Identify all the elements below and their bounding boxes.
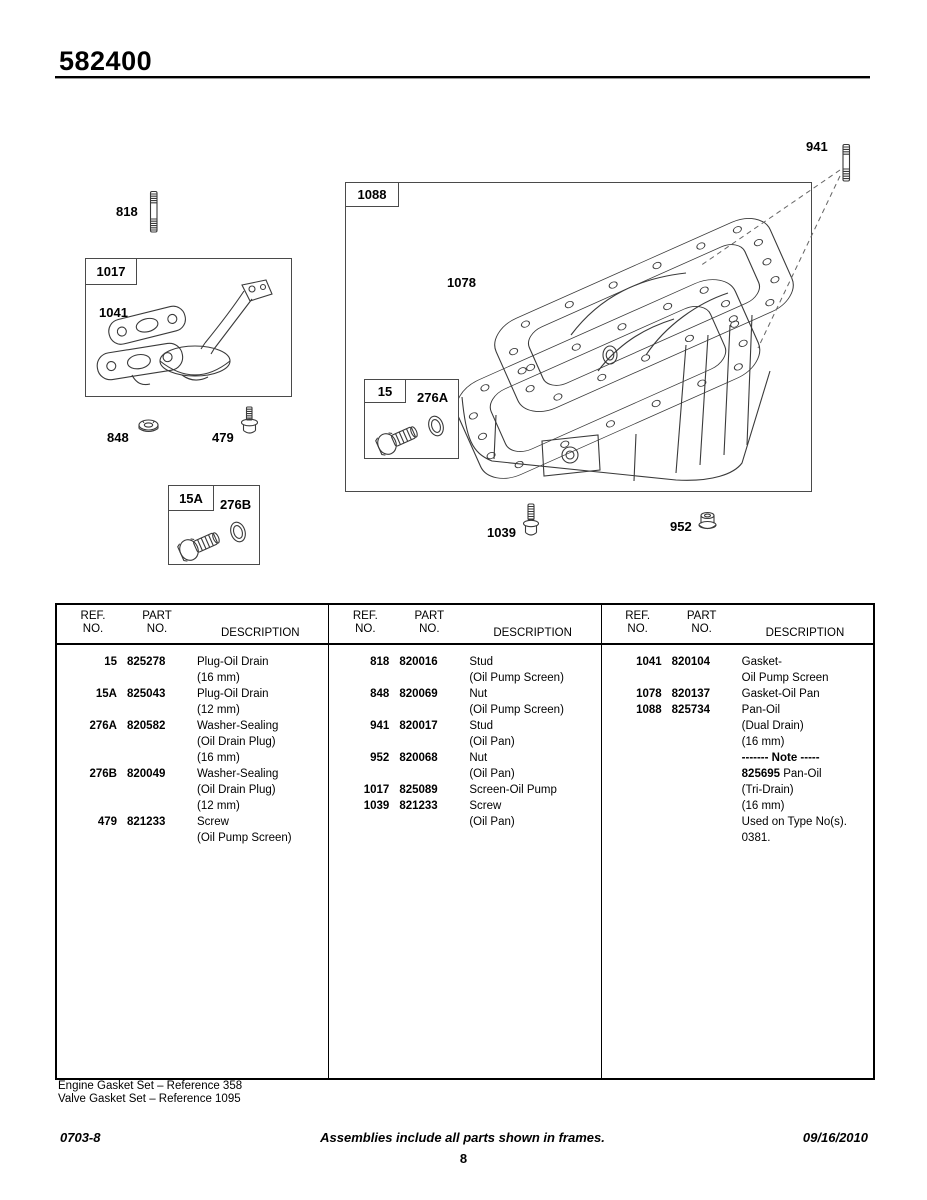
description-header: DESCRIPTION [493,627,572,639]
part-header: PART [686,610,717,622]
description-cell [469,654,596,686]
ref-no-cell: 818 [370,656,390,668]
column-rows [329,645,600,830]
footnote-engine-gasket: Engine Gasket Set – Reference 358 [58,1080,243,1092]
column-header: REF. NO. PART NO. DESCRIPTION [57,605,328,645]
sealing-washer-icon [228,520,247,543]
description-cell [469,750,596,782]
ref-no-cell: 1088 [636,704,662,716]
part-no-cell: 820069 [399,688,438,700]
column-header: REF. NO. PART NO. DESCRIPTION [329,605,600,645]
ref-no-cell: 15A [95,688,117,700]
description-cell [197,766,324,814]
nut-icon [137,418,160,436]
ref-no-cell: 479 [97,816,117,828]
ref-no-cell: 848 [370,688,390,700]
description-cell [742,654,869,686]
description-cell [469,798,596,830]
description-line: (Oil Drain Plug) [197,784,276,796]
description-cell [469,782,596,798]
description-cell [469,718,596,750]
ref-no-cell: 952 [370,752,390,764]
description-line: ------- Note ----- [741,752,820,764]
description-header: DESCRIPTION [765,627,845,639]
part-no-cell: 825043 [127,688,166,700]
callout-848: 848 [107,430,129,445]
table-row [341,750,596,782]
table-row [69,654,324,686]
parts-table [55,603,875,1080]
description-cell [469,686,596,718]
description-line: Gasket-Oil Pan [741,688,820,700]
parts-column-3 [602,605,873,1078]
description-line: (Dual Drain) [741,720,804,732]
description-cell [197,686,324,718]
description-line: (Oil Pan) [469,816,515,828]
part-no-cell: 820049 [127,768,166,780]
footnote-valve-gasket: Valve Gasket Set – Reference 1095 [58,1093,241,1105]
footer-note: Assemblies include all parts shown in frames. [320,1130,605,1145]
table-row [341,718,596,750]
sealing-washer-icon [426,414,445,437]
description-line: (Oil Pan) [469,736,515,748]
description-line: (16 mm) [197,672,240,684]
description-header: DESCRIPTION [221,627,300,639]
ref-no-cell: 941 [370,720,390,732]
ref-no-cell: 1078 [636,688,662,700]
table-row [341,686,596,718]
oil-pump-screen-drawing [94,277,286,393]
ref-no-cell: 276A [89,720,117,732]
stud-icon [147,190,161,234]
description-line: (Oil Pump Screen) [197,832,292,844]
frame-label-15A: 15A [168,485,214,511]
callout-276A: 276A [417,390,449,405]
description-line: (Oil Pump Screen) [469,704,564,716]
ref-no-cell: 15 [104,656,117,668]
frame-label-15: 15 [364,379,406,403]
description-line: (Oil Pump Screen) [469,672,564,684]
callout-941: 941 [806,139,828,154]
description-cell [742,686,869,702]
frame-label-1088: 1088 [345,182,399,207]
page-title: 582400 [59,46,153,76]
page-number: 8 [459,1151,468,1166]
description-line: 0381. [741,832,771,844]
description-cell [197,814,324,846]
part-header: PART [142,610,172,622]
description-cell [197,654,324,686]
ref-no-cell: 1039 [363,800,390,812]
description-line: Oil Pump Screen [741,672,829,684]
callout-1078: 1078 [447,275,476,290]
ref-no-cell: 1017 [363,784,390,796]
description-line: (Oil Pan) [469,768,515,780]
table-row [341,798,596,830]
description-line: Plug-Oil Drain [197,656,269,668]
description-line: Washer-Sealing [197,768,279,780]
description-line: (Tri-Drain) [741,784,794,796]
parts-column-2 [329,605,601,1078]
table-row [69,686,324,718]
part-no-cell: 821233 [399,800,438,812]
description-line: Used on Type No(s). [741,816,847,828]
description-cell [197,718,324,766]
table-row [341,782,596,798]
footer-doc-code: 0703-8 [60,1130,101,1145]
description-line: Screw [469,800,502,812]
description-line: Pan-Oil [741,704,781,716]
table-row [341,654,596,686]
footer-date: 09/16/2010 [802,1130,868,1145]
description-line: Gasket- [741,656,782,668]
part-no-cell: 821233 [127,816,166,828]
part-header: PART [414,610,445,622]
callout-952: 952 [670,519,692,534]
table-row [614,654,869,686]
description-line: (12 mm) [197,704,240,716]
callout-1041: 1041 [99,305,128,320]
description-line: Nut [469,688,488,700]
description-line: (16 mm) [741,800,785,812]
ref-header: REF. [352,610,378,622]
parts-column-1 [57,605,329,1078]
column-rows [57,645,328,846]
title-divider [55,76,870,79]
part-no-cell: 820104 [671,656,711,668]
ref-header: REF. [625,610,651,622]
table-row [69,814,324,846]
screw-icon [521,503,542,539]
description-line: (Oil Drain Plug) [197,736,276,748]
ref-header: REF. [80,610,106,622]
part-no-cell: 825089 [399,784,438,796]
oil-pan-body [462,315,770,481]
frame-label-1017: 1017 [85,258,137,285]
description-line: Screw [197,816,229,828]
oil-pan-flange [448,270,768,488]
stud-icon [840,143,853,183]
table-row [69,766,324,814]
description-line: Plug-Oil Drain [197,688,269,700]
frame-15A [168,485,260,565]
part-no-cell: 820137 [671,688,711,700]
description-line: (16 mm) [197,752,240,764]
part-no-cell: 820017 [399,720,438,732]
table-row [614,686,869,702]
oil-pan-gasket [487,209,801,421]
description-line: 825695 Pan-Oil [741,768,822,780]
description-line: (16 mm) [741,736,785,748]
ref-no-cell: 276B [89,768,117,780]
ref-no-cell: 1041 [636,656,662,668]
part-no-cell: 820582 [127,720,166,732]
table-row [614,702,869,846]
oil-drain-plug-icon [373,410,453,458]
part-no-cell: 825734 [671,704,711,716]
column-header: REF. NO. PART NO. DESCRIPTION [602,605,873,645]
screw-icon [240,406,259,437]
description-line: (12 mm) [197,800,240,812]
callout-479: 479 [212,430,234,445]
frame-1017 [85,258,292,397]
oil-drain-plug-icon [175,516,255,564]
description-line: Nut [469,752,488,764]
description-line: Washer-Sealing [197,720,279,732]
part-no-cell: 820068 [399,752,438,764]
nut-icon [697,511,718,533]
description-cell [742,702,869,846]
part-no-cell: 825278 [127,656,166,668]
column-rows [602,645,873,846]
part-no-cell: 820016 [399,656,438,668]
description-line: Screen-Oil Pump [469,784,557,796]
description-line: Stud [469,720,493,732]
frame-15 [364,379,459,459]
callout-276B: 276B [220,497,252,512]
callout-1039: 1039 [487,525,516,540]
table-row [69,718,324,766]
frame-1088 [345,182,812,492]
description-line: Stud [469,656,493,668]
callout-818: 818 [116,204,138,219]
